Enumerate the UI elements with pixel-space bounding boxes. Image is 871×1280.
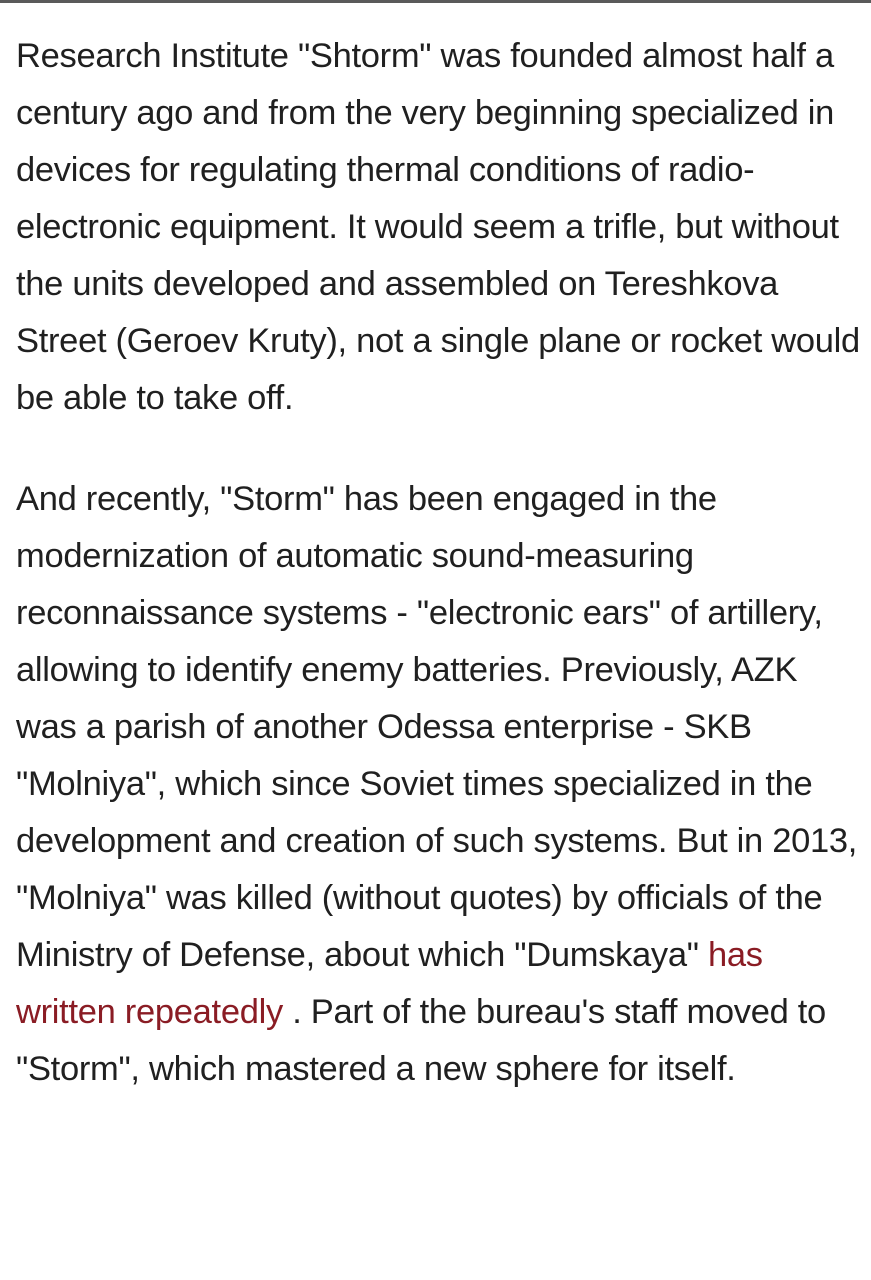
top-divider [0,0,871,3]
paragraph-1-text: Research Institute "Shtorm" was founded almost half a century ago and from the very beginning specialized in devices for regulating thermal conditions of radio-electronic equipment. It would seem a trifle, but without the units developed and assembled on Tereshkova Street (Geroev Kruty), not a single plane or rocket would be able to take off. [16,37,860,417]
has-written-repeatedly-link[interactable]: has written repeatedly [16,936,763,1031]
article-body [16,28,866,1098]
paragraph-2-text-before-link: And recently, "Storm" has been engaged in the modernization of automatic sound-measuring reconnaissance systems - "electronic ears" of artillery, allowing to identify enemy batteries. Previously, AZK was a parish of another Odessa enterprise - SKB "Molniya", which since Soviet times specialized in the development and creation of such systems. But in 2013, "Molniya" was killed (without quotes) by officials of the Ministry of Defense, about which "Dumskaya" [16,480,858,974]
paragraph-storm-modernization [16,471,866,1098]
paragraph-shtorm-history [16,28,866,427]
paragraph-2-text-after-link: . Part of the bureau's staff moved to "Storm", which mastered a new sphere for itself. [16,993,826,1088]
